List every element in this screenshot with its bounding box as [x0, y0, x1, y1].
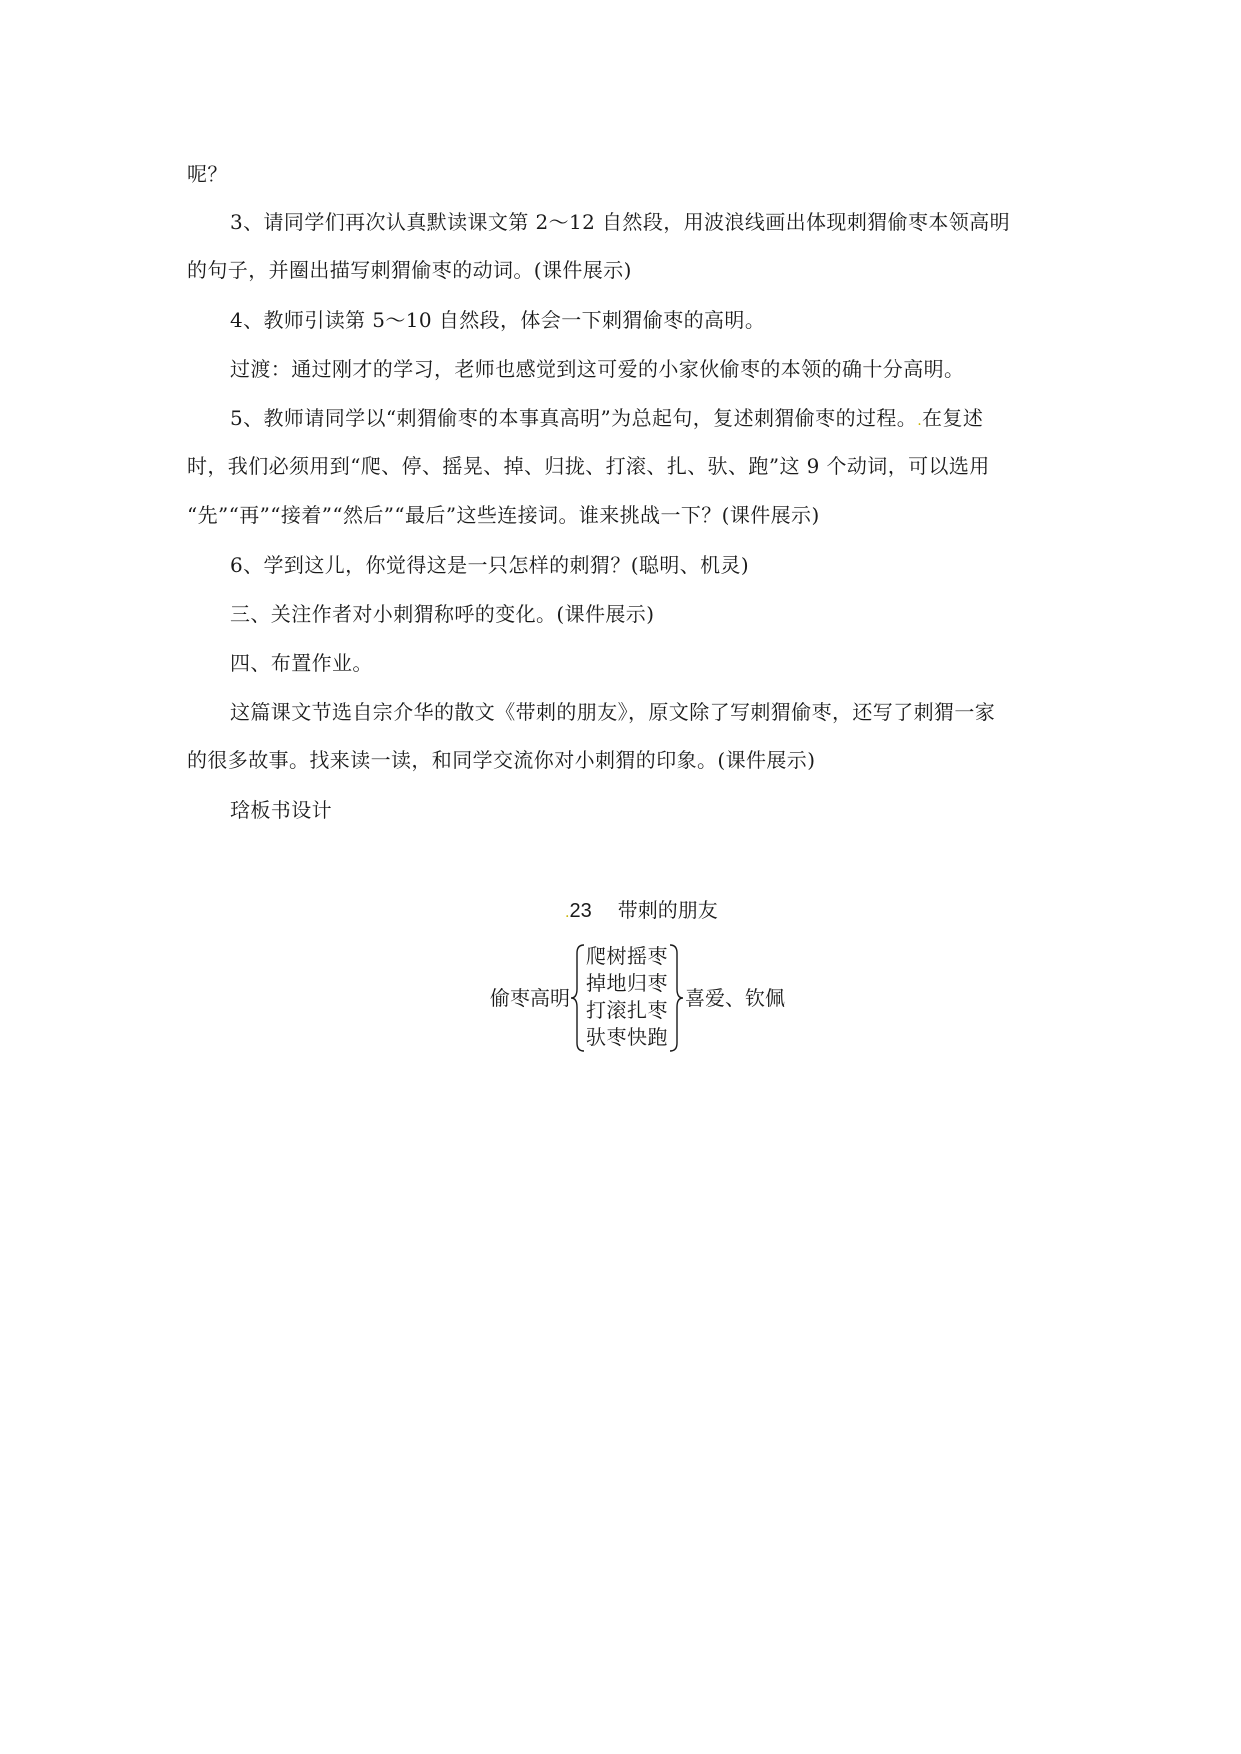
paragraph-line-6-text: 5、教师请同学以“刺猬偷枣的本事真高明”为总起句，复述刺猬偷枣的过程。: [230, 406, 918, 430]
paragraph-line-6-tail: 在复述: [922, 406, 984, 430]
paragraph-line-4: 4、教师引读第 5～10 自然段，体会一下刺猬偷枣的高明。: [230, 308, 766, 332]
paragraph-line-8: “先”“再”“接着”“然后”“最后”这些连接词。谁来挑战一下？(课件展示): [187, 503, 820, 527]
paragraph-line-7: 时，我们必须用到“爬、停、摇晃、掉、归拢、打滚、扎、驮、跑”这 9 个动词，可以选用: [187, 454, 990, 478]
highlight-dot-mark: .: [917, 413, 923, 429]
paragraph-line-12: 这篇课文节选自宗介华的散文《带刺的朋友》，原文除了写刺猬偷枣，还写了刺猬一家: [230, 700, 996, 724]
diagram-item: 驮枣快跑: [586, 1025, 668, 1049]
diagram-item-list: [586, 943, 676, 1051]
left-brace-icon: [570, 943, 586, 1053]
board-title: [565, 896, 718, 927]
board-design-heading: 琀板书设计: [230, 798, 332, 822]
paragraph-line-13: 的很多故事。找来读一读，和同学交流你对小刺猬的印象。(课件展示): [187, 748, 816, 772]
paragraph-line-5: 过渡：通过刚才的学习，老师也感觉到这可爱的小家伙偷枣的本领的确十分高明。: [230, 357, 965, 381]
paragraph-line-11: 四、布置作业。: [230, 651, 373, 675]
diagram-item: 爬树摇枣: [586, 944, 668, 968]
paragraph-line-9: 6、学到这儿，你觉得这是一只怎样的刺猬？(聪明、机灵): [230, 553, 750, 577]
paragraph-line-6: [230, 404, 983, 435]
diagram-item: 掉地归枣: [586, 971, 668, 995]
paragraph-line-10: 三、关注作者对小刺猬称呼的变化。(课件展示): [230, 602, 655, 626]
diagram-left-label: 偷枣高明: [490, 986, 570, 1010]
diagram-right-label: 喜爱、钦佩: [685, 986, 785, 1010]
right-brace-icon: [668, 943, 684, 1053]
lesson-title: 带刺的朋友: [617, 898, 718, 922]
paragraph-line-1: 呢？: [187, 162, 228, 186]
paragraph-line-2: 3、请同学们再次认真默读课文第 2～12 自然段，用波浪线画出体现刺猬偷枣本领高明: [230, 210, 1011, 234]
title-dot-mark: .: [565, 905, 570, 921]
lesson-number: 23: [569, 900, 592, 922]
diagram-item: 打滚扎枣: [586, 998, 668, 1022]
paragraph-line-3: 的句子，并圈出描写刺猬偷枣的动词。(课件展示): [187, 258, 632, 282]
board-diagram: [490, 943, 810, 1053]
